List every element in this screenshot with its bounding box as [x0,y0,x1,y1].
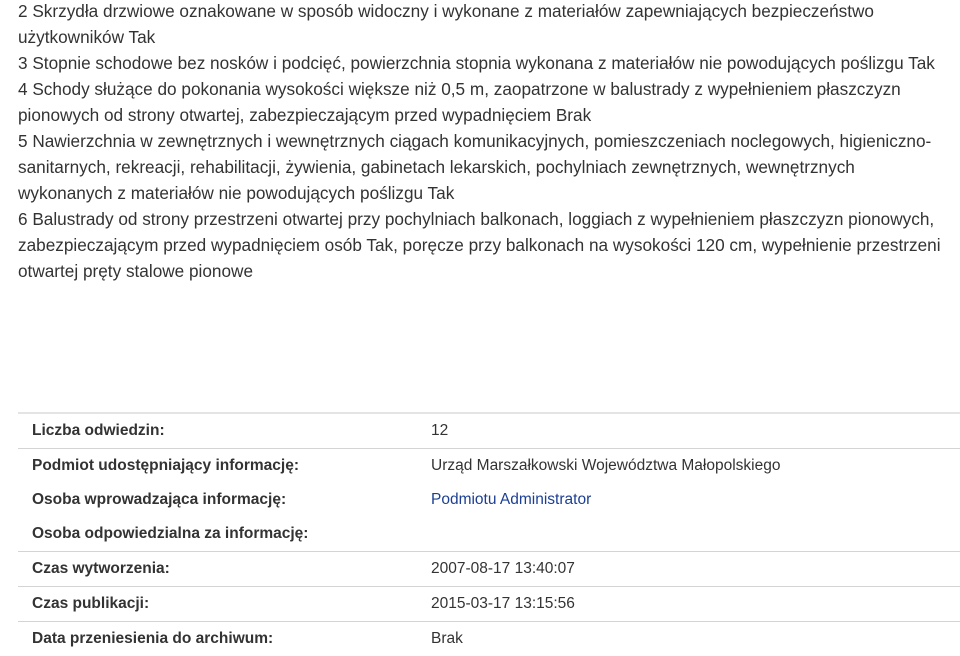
paragraph-item-5: 5 Nawierzchnia w zewnętrznych i wewnętrznych ciągach komunikacyjnych, pomieszczeniach noclegowych, higieniczno-sanitarnych, rekreacji, rehabilitacji, żywienia, gabinetach lekarskich, pochylniach zewnętrznych, wewnętrznych wykonanych z materiałów nie powodujących poślizgu Tak [18,131,932,203]
metadata-row-published [18,586,960,621]
paragraph-item-2: 2 Skrzydła drzwiowe oznakowane w sposób widoczny i wykonane z materiałów zapewniających bezpieczeństwo użytkowników Tak [18,1,874,47]
metadata-row-responsible [18,517,960,551]
paragraph-item-6: 6 Balustrady od strony przestrzeni otwartej przy pochylniach balkonach, loggiach z wypełnieniem płaszczyzn pionowych, zabezpieczającym przed wypadnięciem osób Tak, poręcze przy balkonach na wysokości 120 cm, wypełnienie przestrzeni otwartej pręty stalowe pionowe [18,209,941,281]
visits-label: Liczba odwiedzin: [32,422,165,439]
paragraph-item-3: 3 Stopnie schodowe bez nosków i podcięć, powierzchnia stopnia wykonana z materiałów nie powodujących poślizgu Tak [18,53,935,73]
metadata-row-visits [18,412,960,448]
archived-label: Data przeniesienia do archiwum: [32,630,274,647]
publisher-value: Urząd Marszałkowski Województwa Małopolskiego [431,457,781,474]
metadata-row-entered-by [18,483,960,517]
publisher-label: Podmiot udostępniający informację: [32,457,299,474]
responsible-label: Osoba odpowiedzialna za informację: [32,525,309,542]
paragraph-item-4: 4 Schody służące do pokonania wysokości większe niż 0,5 m, zaopatrzone w balustrady z wypełnieniem płaszczyzn pionowych od strony otwartej, zabezpieczającym przed wypadnięciem Brak [18,79,901,125]
published-label: Czas publikacji: [32,595,150,612]
archived-value: Brak [431,630,463,647]
visits-value: 12 [431,422,449,439]
document-body [18,0,953,284]
created-label: Czas wytworzenia: [32,560,170,577]
metadata-table [18,412,960,656]
metadata-row-archived [18,621,960,656]
entered-by-label: Osoba wprowadzająca informację: [32,491,287,508]
metadata-row-publisher [18,448,960,483]
published-value: 2015-03-17 13:15:56 [431,595,575,612]
created-value: 2007-08-17 13:40:07 [431,560,575,577]
entered-by-link[interactable]: Podmiotu Administrator [431,491,592,508]
metadata-row-created [18,551,960,586]
